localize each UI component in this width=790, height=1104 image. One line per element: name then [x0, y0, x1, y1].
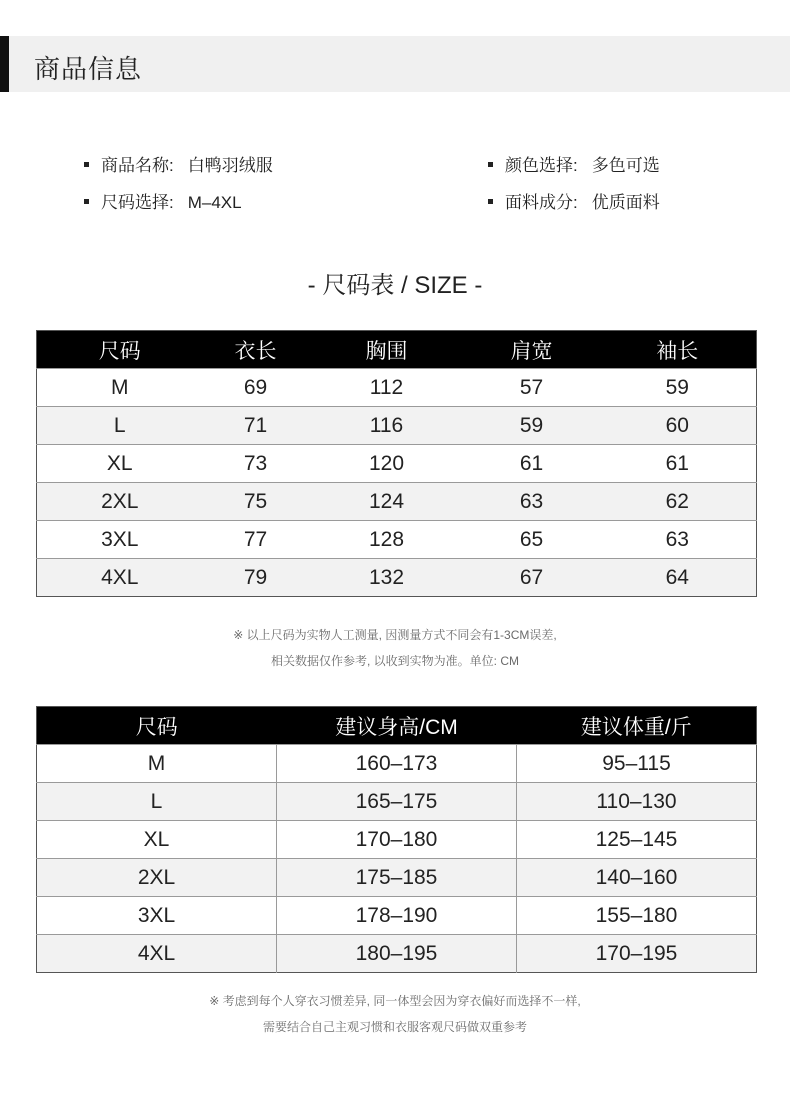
table-header-row: [37, 331, 757, 369]
table-cell: 65: [465, 521, 599, 559]
header-accent: [0, 36, 9, 92]
note-line: 相关数据仅作参考, 以收到实物为准。单位: CM: [271, 654, 519, 668]
header-cell-sleeve: 袖长: [599, 331, 757, 369]
table-cell: 3XL: [37, 897, 277, 935]
header-cell-length: 衣长: [203, 331, 309, 369]
info-value: 多色可选: [591, 156, 660, 175]
table-cell: 63: [599, 521, 757, 559]
note-line: ※ 考虑到每个人穿衣习惯差异, 同一体型会因为穿衣偏好而选择不一样,: [209, 994, 581, 1008]
table-cell: 175–185: [277, 859, 517, 897]
table-row: [37, 407, 757, 445]
table-row: [37, 935, 757, 973]
table-cell: 71: [203, 407, 309, 445]
header-cell-weight: 建议体重/斤: [517, 707, 757, 745]
info-label: 商品名称:: [101, 156, 174, 175]
info-label: 面料成分:: [505, 193, 578, 212]
info-label: 颜色选择:: [505, 156, 578, 175]
table-cell: 4XL: [37, 559, 203, 597]
recommendation-table: [36, 706, 757, 973]
table-cell: 59: [599, 369, 757, 407]
fit-note: [0, 988, 790, 1040]
table-cell: 57: [465, 369, 599, 407]
bullet-icon: [488, 162, 493, 167]
note-line: 需要结合自己主观习惯和衣服客观尺码做双重参考: [262, 1020, 527, 1034]
table-cell: 160–173: [277, 745, 517, 783]
table-cell: 110–130: [517, 783, 757, 821]
header-cell-size: 尺码: [37, 331, 203, 369]
table-cell: 128: [309, 521, 465, 559]
info-value: 优质面料: [591, 193, 660, 212]
table-row: [37, 897, 757, 935]
table-cell: XL: [37, 821, 277, 859]
header-cell-chest: 胸围: [309, 331, 465, 369]
table-row: [37, 521, 757, 559]
table-row: [37, 745, 757, 783]
table-cell: 75: [203, 483, 309, 521]
table-cell: 73: [203, 445, 309, 483]
table-cell: L: [37, 407, 203, 445]
table-cell: 79: [203, 559, 309, 597]
info-value: 白鸭羽绒服: [187, 156, 273, 175]
bullet-icon: [84, 199, 89, 204]
table-cell: 60: [599, 407, 757, 445]
info-value: M–4XL: [187, 193, 242, 212]
table-row: [37, 783, 757, 821]
table-row: [37, 369, 757, 407]
info-label: 尺码选择:: [101, 193, 174, 212]
table-cell: 112: [309, 369, 465, 407]
table-cell: 178–190: [277, 897, 517, 935]
table-cell: 132: [309, 559, 465, 597]
table-cell: 59: [465, 407, 599, 445]
table-cell: 64: [599, 559, 757, 597]
table-cell: 2XL: [37, 859, 277, 897]
table-cell: 125–145: [517, 821, 757, 859]
table-cell: 3XL: [37, 521, 203, 559]
table-cell: 67: [465, 559, 599, 597]
table-cell: 155–180: [517, 897, 757, 935]
table-cell: 69: [203, 369, 309, 407]
table-cell: 61: [599, 445, 757, 483]
bullet-icon: [488, 199, 493, 204]
table-cell: 170–195: [517, 935, 757, 973]
table-cell: 77: [203, 521, 309, 559]
table-cell: 63: [465, 483, 599, 521]
table-cell: 116: [309, 407, 465, 445]
bullet-icon: [84, 162, 89, 167]
size-table: [36, 330, 757, 597]
table-cell: 124: [309, 483, 465, 521]
table-cell: 95–115: [517, 745, 757, 783]
table-cell: 170–180: [277, 821, 517, 859]
table-header-row: [37, 707, 757, 745]
table-cell: M: [37, 745, 277, 783]
page-title: 商品信息: [34, 54, 143, 84]
header-bar: [0, 36, 790, 92]
measurement-note: [0, 622, 790, 674]
table-row: [37, 821, 757, 859]
info-item-name: [84, 151, 273, 176]
table-cell: 4XL: [37, 935, 277, 973]
table-row: [37, 483, 757, 521]
table-cell: 165–175: [277, 783, 517, 821]
note-line: ※ 以上尺码为实物人工测量, 因测量方式不同会有1-3CM误差,: [233, 628, 557, 642]
table-cell: L: [37, 783, 277, 821]
table-cell: XL: [37, 445, 203, 483]
table-cell: 2XL: [37, 483, 203, 521]
info-item-fabric: [488, 188, 660, 213]
header-cell-height: 建议身高/CM: [277, 707, 517, 745]
table-cell: 140–160: [517, 859, 757, 897]
size-chart-heading: - 尺码表 / SIZE -: [307, 272, 483, 299]
header-cell-shoulder: 肩宽: [465, 331, 599, 369]
table-cell: 62: [599, 483, 757, 521]
table-cell: 61: [465, 445, 599, 483]
header-cell-size: 尺码: [37, 707, 277, 745]
info-item-size: [84, 188, 242, 213]
table-row: [37, 559, 757, 597]
info-item-color: [488, 151, 660, 176]
table-cell: 120: [309, 445, 465, 483]
table-row: [37, 859, 757, 897]
table-cell: M: [37, 369, 203, 407]
table-row: [37, 445, 757, 483]
table-cell: 180–195: [277, 935, 517, 973]
